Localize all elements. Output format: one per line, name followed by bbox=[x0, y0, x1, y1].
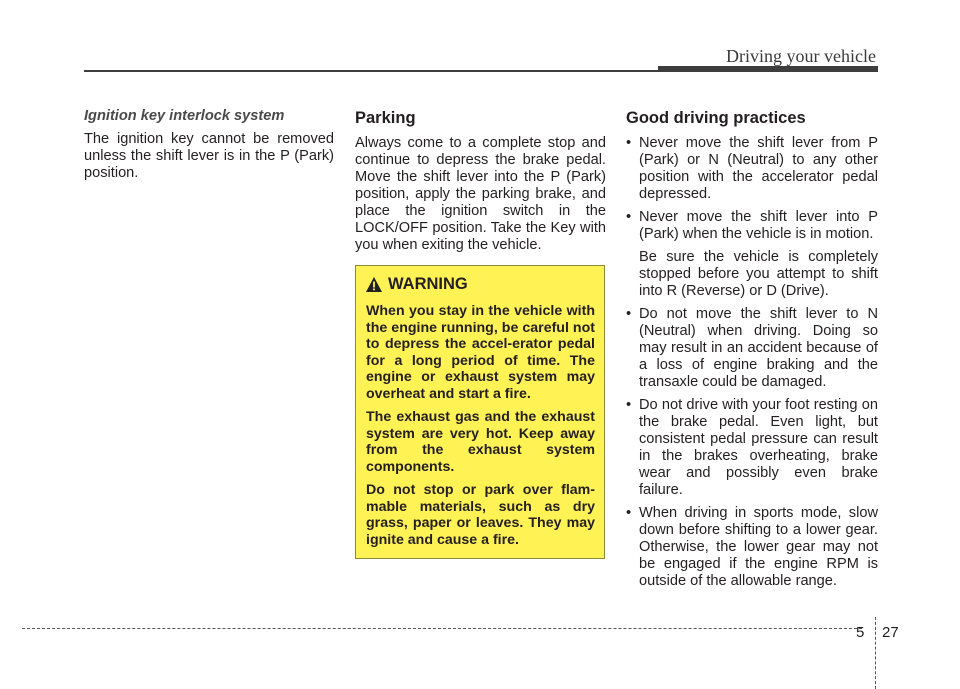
parking-heading: Parking bbox=[355, 109, 416, 127]
ignition-interlock-text: The ignition key cannot be removed unless the shift lever is in the P (Park) position. bbox=[84, 131, 334, 181]
list-item-note: Be sure the vehicle is completely stopped before you attempt to shift into R (Reverse) or D (Drive). bbox=[639, 249, 878, 299]
section-title: Driving your vehicle bbox=[726, 46, 876, 66]
footer-rule bbox=[22, 628, 862, 629]
warning-title: WARNING bbox=[388, 275, 468, 293]
warning-box bbox=[355, 265, 605, 559]
list-item bbox=[626, 306, 878, 391]
warning-paragraph: When you stay in the vehicle with the engine running, be careful not to depress the accel-erator pedal for a long period of time. The engine or exhaust system may overheat and start a fire. bbox=[366, 303, 595, 402]
list-item-text: When driving in sports mode, slow down before shifting to a lower gear. Otherwise, the lower gear may not be engaged if the engine RPM is outside of the allowable range. bbox=[639, 505, 878, 589]
list-item bbox=[626, 397, 878, 499]
column-parking bbox=[355, 108, 606, 254]
parking-text: Always come to a complete stop and continue to depress the brake pedal. Move the shift lever into the P (Park) position, apply the parking brake, and place the ignition switch in the LOCK/OFF position. Take the Key with you when exiting the vehicle. bbox=[355, 135, 606, 253]
driving-practices-list bbox=[626, 135, 878, 590]
column-driving-practices bbox=[626, 108, 878, 596]
header-rule-accent bbox=[658, 66, 878, 72]
column-ignition-interlock bbox=[84, 108, 334, 182]
driving-practices-heading: Good driving practices bbox=[626, 109, 806, 127]
list-item-text: Do not drive with your foot resting on the brake pedal. Even light, but consistent pedal pressure can result in the brakes overheating, brake wear and possibly even brake failure. bbox=[639, 397, 878, 498]
list-item bbox=[626, 505, 878, 590]
list-item-text: Do not move the shift lever to N (Neutral) when driving. Doing so may result in an accident because of a loss of engine braking and the transaxle could be damaged. bbox=[639, 306, 878, 390]
warning-header bbox=[366, 275, 595, 294]
list-item-text: Never move the shift lever into P (Park) when the vehicle is in motion. bbox=[639, 209, 878, 242]
warning-paragraph: Do not stop or park over flam-mable materials, such as dry grass, paper or leaves. They may ignite and cause a fire. bbox=[366, 482, 595, 548]
footer-divider bbox=[875, 617, 876, 689]
ignition-interlock-heading: Ignition key interlock system bbox=[84, 108, 285, 124]
list-item bbox=[626, 209, 878, 300]
warning-paragraph: The exhaust gas and the exhaust system are very hot. Keep away from the exhaust system components. bbox=[366, 409, 595, 475]
warning-triangle-icon bbox=[366, 277, 382, 292]
chapter-number: 5 bbox=[856, 624, 865, 641]
list-item-text: Never move the shift lever from P (Park) or N (Neutral) to any other position with the accelerator pedal depressed. bbox=[639, 135, 878, 202]
list-item bbox=[626, 135, 878, 203]
page-number: 27 bbox=[882, 624, 899, 641]
